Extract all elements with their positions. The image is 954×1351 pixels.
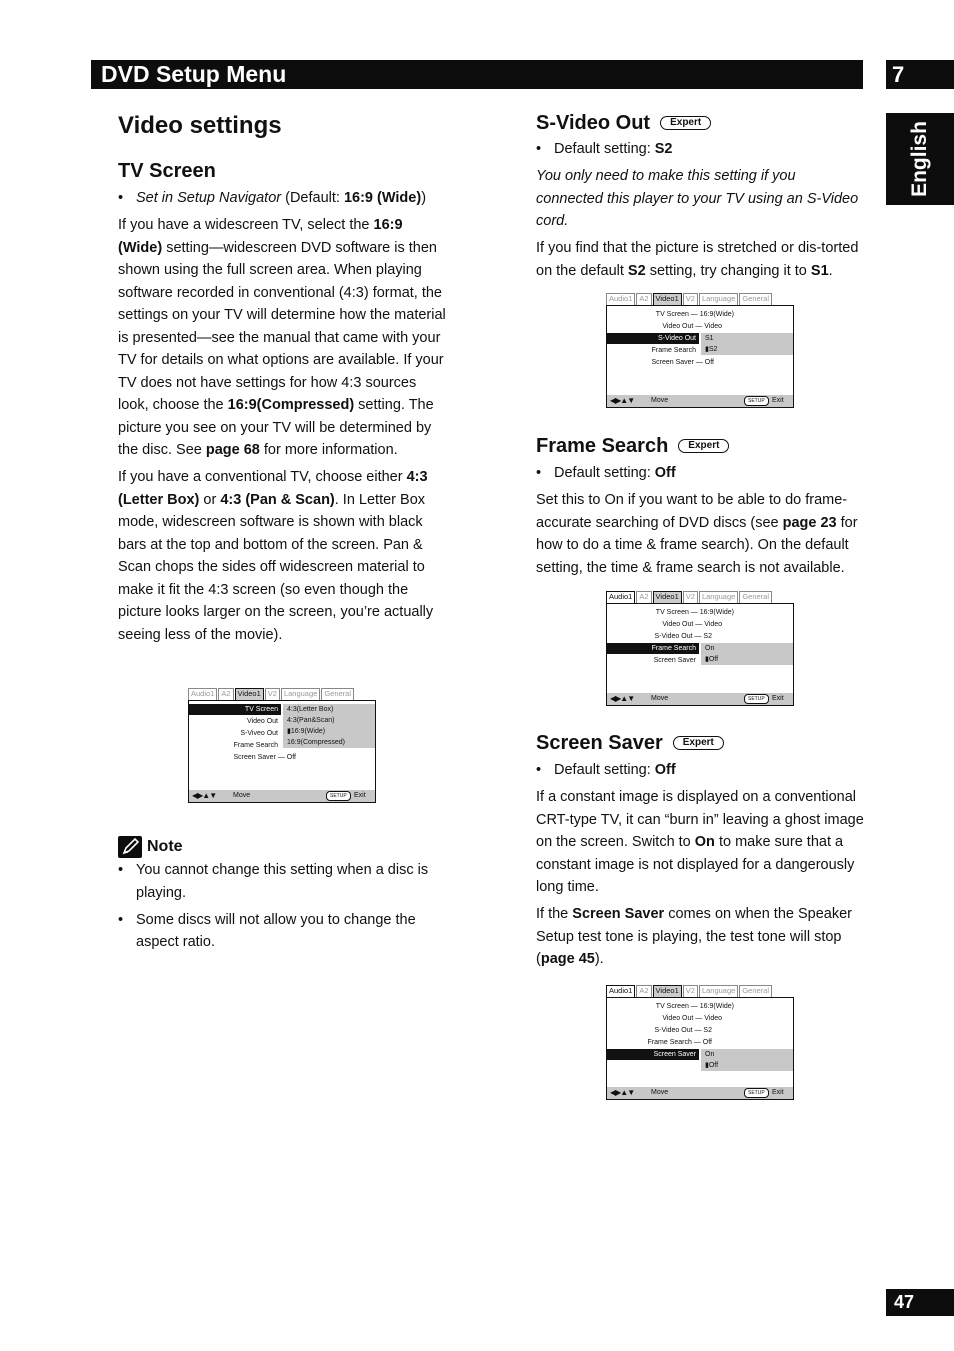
header-bar (91, 60, 863, 89)
language-tab-label: English (908, 121, 931, 197)
screen-saver-heading: Screen Saver Expert (536, 732, 724, 755)
arrow-keys-icon: ◀▶▲▼ (610, 694, 635, 703)
screen-saver-body: • Default setting: Off If a constant image is displayed on a conventional CRT-type TV, it can “burn in” leaving a ghost image on the screen. Switch to On to make sure that a constant image is not displayed for a dangerously long time. If the Screen Saver comes on when the Speaker Setup test tone is playing, the test tone will stop (page 45). (536, 759, 866, 975)
tv-screen-body (118, 187, 448, 651)
tv-screen-default: • Set in Setup Navigator (Default: 16:9 (Wide)) (118, 187, 448, 210)
note-pencil-icon (118, 836, 142, 858)
setup-button-icon: SETUP (744, 396, 769, 406)
expert-badge: Expert (678, 439, 729, 453)
header-title: DVD Setup Menu (101, 61, 287, 87)
frame-search-body: • Default setting: Off Set this to On if you want to be able to do frame-accurate searching of DVD discs (see page 23 for how to do a time & frame search). On the default setting, the time & frame search is not available. (536, 462, 866, 584)
arrow-keys-icon: ◀▶▲▼ (610, 396, 635, 405)
osd-row-selected: TV Screen (189, 704, 281, 715)
tv-screen-paragraph-2: If you have a conventional TV, choose either 4:3 (Letter Box) or 4:3 (Pan & Scan). In Letter Box mode, widescreen software is shown with black bars at the top and bottom of the screen. Pan & Scan chops the sides off widescreen material to make it fit the 4:3 screen (so even though the picture looks larger on the screen, you’re actually seeing less of the movie). (118, 469, 434, 643)
chapter-number: 7 (886, 60, 954, 89)
osd-svideo: Audio1 A2 Video1 V2 Language General TV Screen — 16:9(Wide) Video Out — Video S-Video Out Frame Search Screen Saver — Off S1 ▮S2 ◀▶▲▼ Move SETUP Exit (606, 293, 794, 408)
arrow-keys-icon: ◀▶▲▼ (192, 791, 217, 800)
frame-search-heading: Frame Search Expert (536, 435, 729, 458)
setup-button-icon: SETUP (326, 791, 351, 801)
page-number: 47 (886, 1289, 954, 1316)
osd-tv-screen: Audio1 A2 Video1 V2 Language General TV Screen Video Out S-Viveo Out Frame Search Screen Saver — Off 4:3(Letter Box) 4:3(Pan&Scan) ▮16:9(Wide) 16:9(Compressed) ◀▶▲▼ Move SETUP Exit (188, 688, 376, 803)
tv-screen-heading: TV Screen (118, 160, 216, 182)
note-title: Note (147, 838, 183, 855)
language-tab (886, 113, 954, 205)
expert-badge: Expert (673, 736, 724, 750)
note-item: • Some discs will not allow you to change the aspect ratio. (118, 909, 448, 954)
osd-row-selected: Screen Saver (607, 1049, 699, 1060)
osd-row-selected: S-Video Out (607, 333, 699, 344)
osd-frame-search: Audio1 A2 Video1 V2 Language General TV Screen — 16:9(Wide) Video Out — Video S-Video Out — S2 Frame Search Screen Saver On ▮Off ◀▶▲▼ Move SETUP Exit (606, 591, 794, 706)
osd-screen-saver: Audio1 A2 Video1 V2 Language General TV Screen — 16:9(Wide) Video Out — Video S-Video Out — S2 Frame Search — Off Screen Saver On ▮Off ◀▶▲▼ Move SETUP Exit (606, 985, 794, 1100)
setup-button-icon: SETUP (744, 694, 769, 704)
arrow-keys-icon: ◀▶▲▼ (610, 1088, 635, 1097)
svideo-heading: S-Video Out Expert (536, 112, 711, 135)
svideo-body: • Default setting: S2 You only need to make this setting if you connected this player to your TV using an S-Video cord. If you find that the picture is stretched or dis-torted on the default S2 setting, try changing it to S1. (536, 138, 866, 287)
note-list (118, 859, 448, 958)
setup-button-icon: SETUP (744, 1088, 769, 1098)
tv-screen-paragraph-1: If you have a widescreen TV, select the 16:9 (Wide) setting—widescreen DVD software is then shown using the full screen area. When playing software recorded in conventional (4:3) format, the settings on your TV will determine how the material is presented—see the manual that came with your TV for details on what options are available. If your TV does not have settings for how 4:3 sources look, choose the 16:9(Compressed) setting. The picture you see on your TV will be determined by the disc. See page 68 for more information. (118, 217, 446, 458)
osd-row-selected: Frame Search (607, 643, 699, 654)
osd-footer: ◀▶▲▼ Move SETUP Exit (189, 790, 375, 802)
expert-badge: Expert (660, 116, 711, 130)
osd-tabs: Audio1 A2 Video1 V2 Language General (188, 688, 355, 700)
note-item: • You cannot change this setting when a disc is playing. (118, 859, 448, 904)
section-title: Video settings (118, 112, 282, 139)
osd-options: 4:3(Letter Box) 4:3(Pan&Scan) ▮16:9(Wide) 16:9(Compressed) (283, 704, 375, 748)
